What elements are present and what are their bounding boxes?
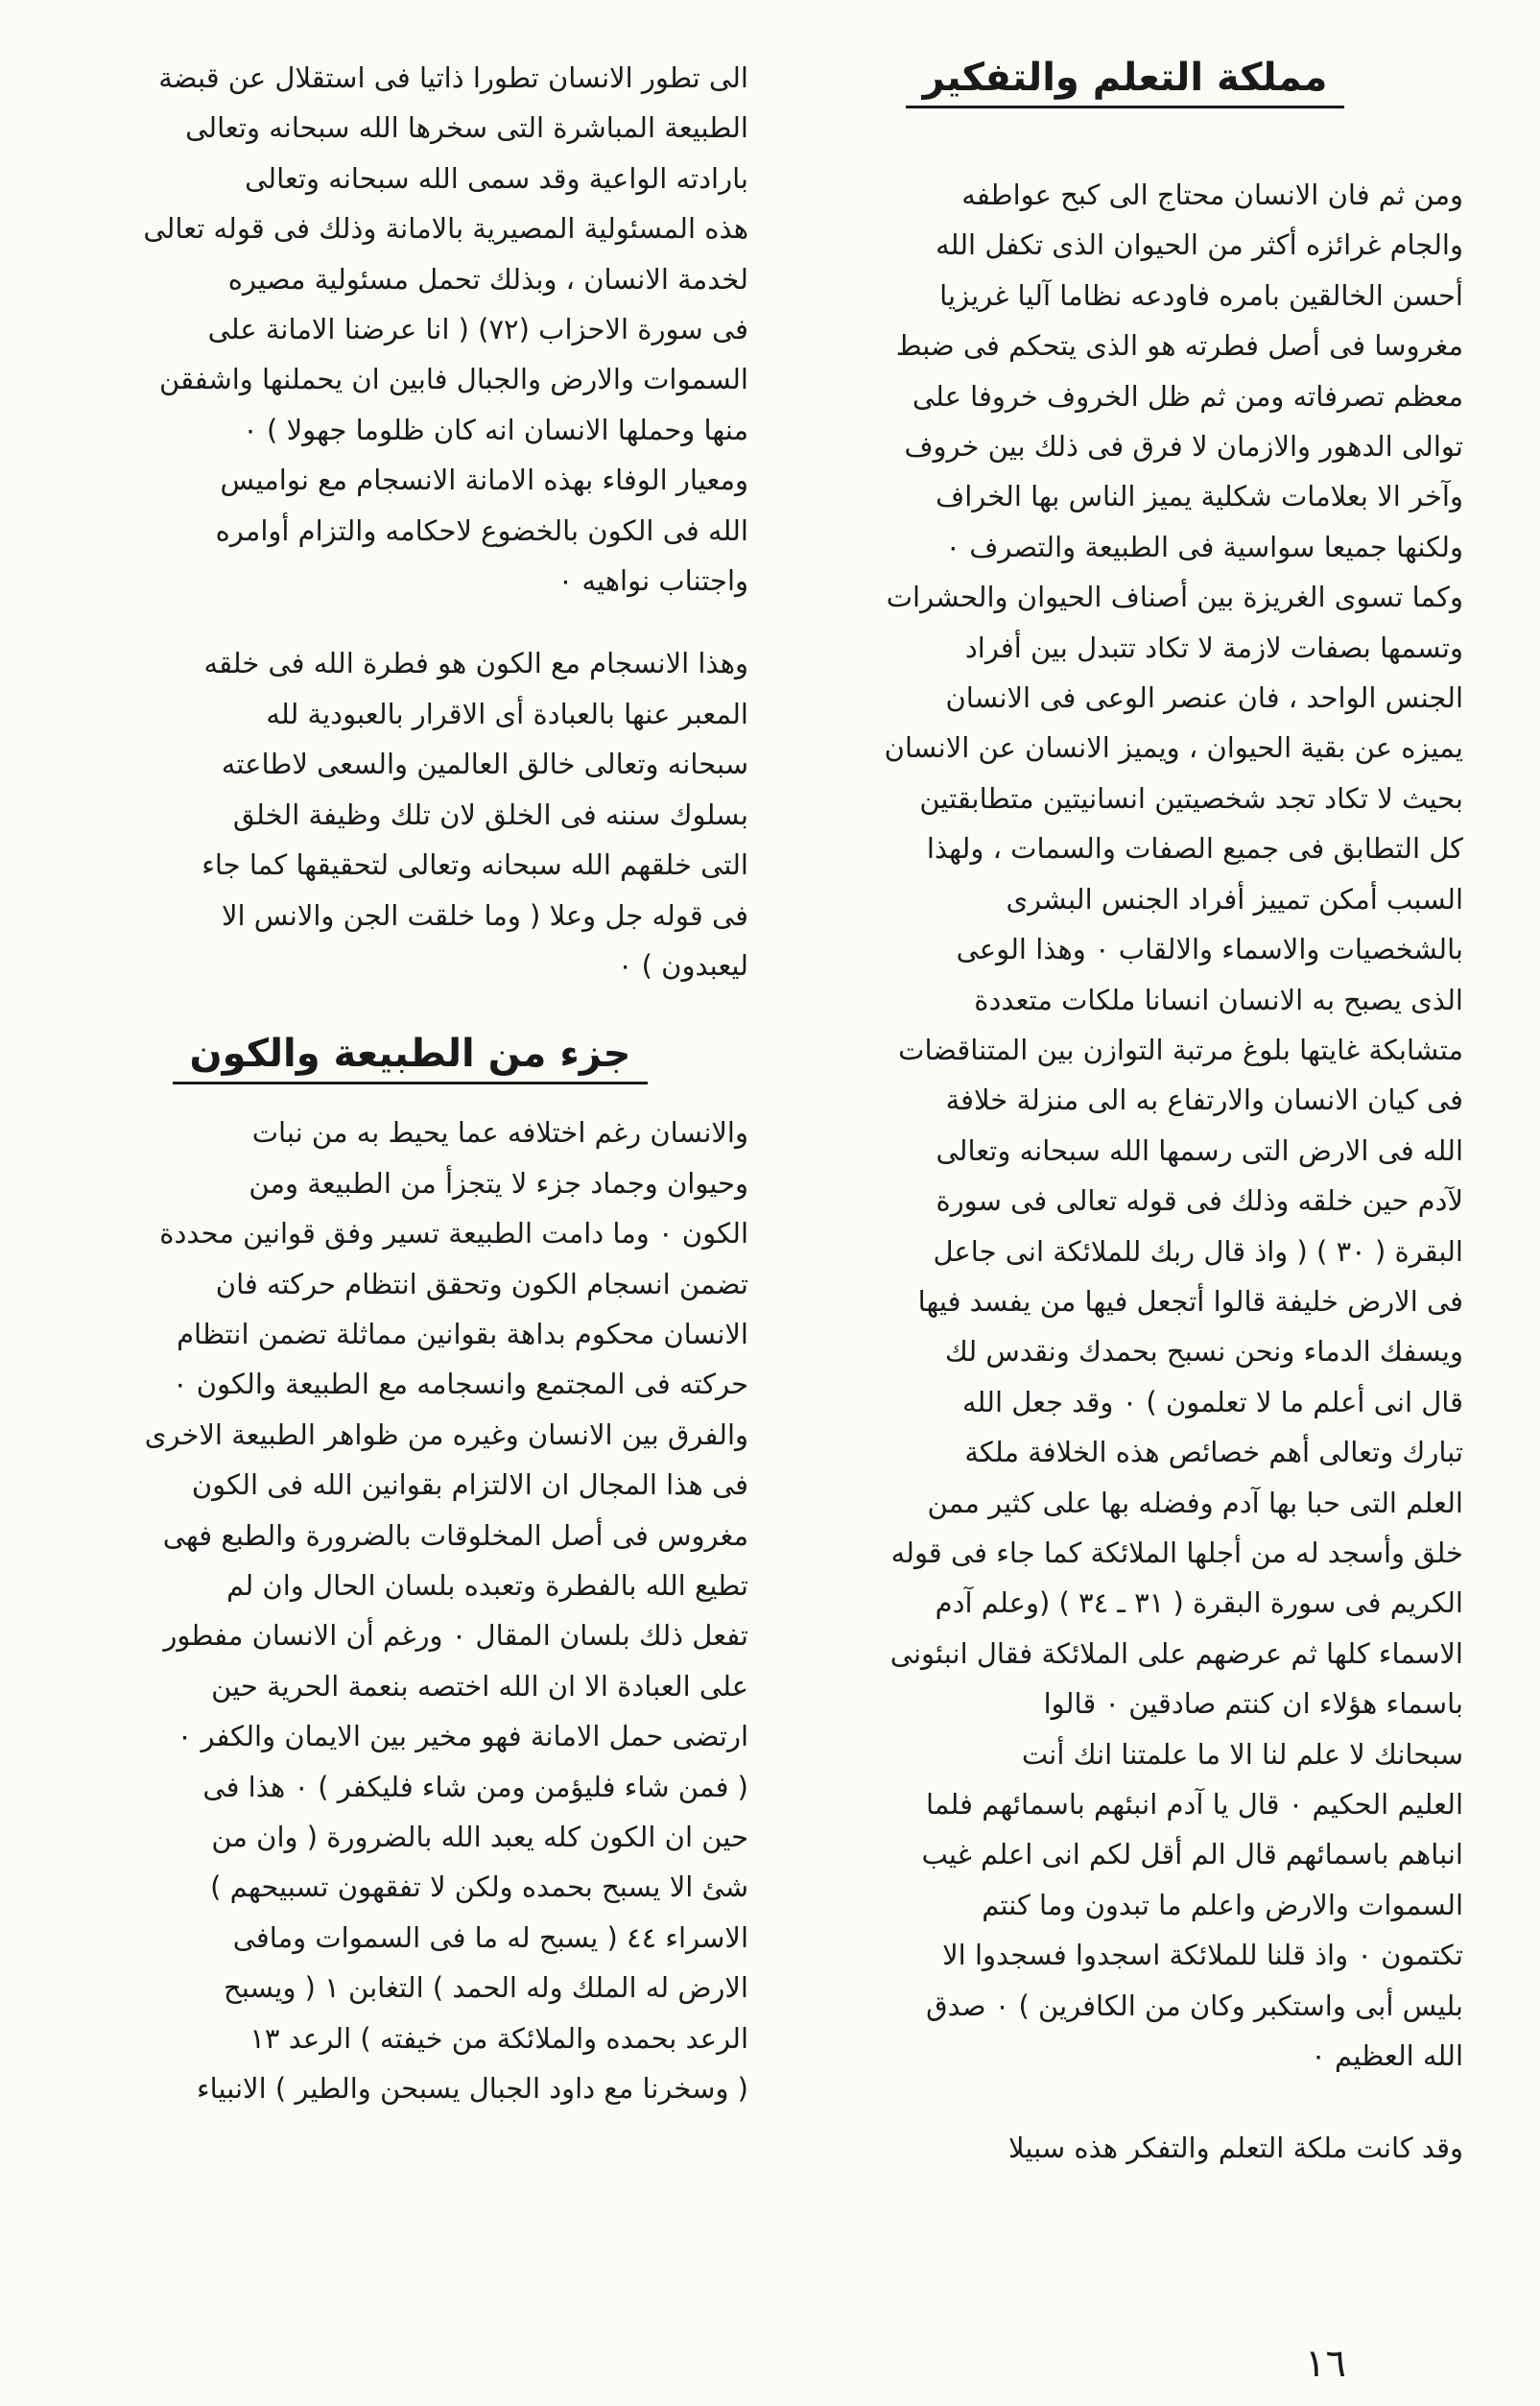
text-line: والانسان رغم اختلافه عما يحيط به من نبات [251, 1116, 748, 1150]
text-line: الكون ٠ وما دامت الطبيعة تسير وفق قوانين محددة [159, 1217, 748, 1251]
text-line: ليعبدون ) ٠ [617, 948, 748, 982]
text-line: المعبر عنها بالعبادة أى الاقرار بالعبودية لله [266, 697, 748, 730]
text-line: وكما تسوى الغريزة بين أصناف الحيوان والحشرات [886, 581, 1463, 614]
text-line: الاسراء ٤٤ ( يسبح له ما فى السموات ومافى [232, 1920, 748, 1954]
paragraph [72, 53, 748, 606]
text-line: ولكنها جميعا سواسية فى الطبيعة والتصرف ٠ [945, 530, 1463, 563]
text-line: فى سورة الاحزاب (٧٢) ( انا عرضنا الامانة على [207, 313, 748, 346]
text-line: حين ان الكون كله يعبد الله بالضرورة ( وان من [211, 1821, 748, 1853]
text-line: تفعل ذلك بلسان المقال ٠ ورغم أن الانسان مفطور [163, 1619, 748, 1653]
text-line: لخدمة الانسان ، وبذلك تحمل مسئولية مصيره [227, 262, 748, 296]
text-line: بالشخصيات والاسماء والالقاب ٠ وهذا الوعى [956, 933, 1463, 966]
text-line: الاسماء كلها ثم عرضهم على الملائكة فقال انبئونى [889, 1636, 1463, 1670]
text-line: هذه المسئولية المصيرية بالامانة وذلك فى قوله تعالى [143, 212, 748, 246]
text-line: لآدم حين خلقه وذلك فى قوله تعالى فى سورة [936, 1184, 1463, 1218]
paragraph [787, 170, 1463, 2081]
text-line: أحسن الخالقين بامره فاودعه نظاما آليا غريزيا [939, 278, 1463, 312]
section-heading-learning-thinking [787, 53, 1463, 103]
text-line: السبب أمكن تمييز أفراد الجنس البشرى [1006, 882, 1463, 916]
left-column [72, 53, 748, 2113]
text-line: ومعيار الوفاء بهذه الامانة الانسجام مع نواميس [220, 464, 748, 497]
text-line: التى خلقهم الله سبحانه وتعالى لتحقيقها كما جاء [201, 848, 748, 882]
text-line: الله فى الارض التى رسمها الله سبحانه وتعالى [936, 1133, 1463, 1167]
text-line: توالى الدهور والازمان لا فرق فى ذلك بين خروف [904, 430, 1463, 464]
paragraph [787, 2123, 1463, 2173]
text-line: وآخر الا بعلامات شكلية يميز الناس بها الخراف [936, 480, 1463, 513]
text-line: البقرة ( ٣٠ ) ( واذ قال ربك للملائكة انى جاعل [933, 1234, 1463, 1268]
right-column [787, 53, 1463, 2174]
text-line: متشابكة غايتها بلوغ مرتبة التوازن بين المتناقضات [898, 1033, 1463, 1066]
text-line: الله العظيم ٠ [1311, 2039, 1463, 2073]
section-heading-nature-universe [72, 1029, 748, 1079]
text-line: سبحانك لا علم لنا الا ما علمتنا انك أنت [1021, 1737, 1463, 1771]
text-line: تبارك وتعالى أهم خصائص هذه الخلافة ملكة [964, 1436, 1463, 1469]
section-heading-text: جزء من الطبيعة والكون [173, 1032, 649, 1084]
text-line: الرعد بحمده والملائكة من خيفته ) الرعد ١٣ [249, 2021, 748, 2055]
section-heading-text: مملكة التعلم والتفكير [906, 56, 1345, 108]
text-line: فى كيان الانسان والارتفاع به الى منزلة خلافة [945, 1084, 1463, 1117]
text-line: انباهم باسمائهم قال الم أقل لكم انى اعلم غيب [921, 1838, 1463, 1871]
text-line: الى تطور الانسان تطورا ذاتيا فى استقلال عن قبضة [158, 61, 748, 94]
text-line: الكريم فى سورة البقرة ( ٣١ ـ ٣٤ ) (وعلم آدم [935, 1586, 1463, 1620]
text-line: الانسان محكوم بداهة بقوانين مماثلة تضمن انتظام [177, 1317, 748, 1350]
text-line: بليس أبى واستكبر وكان من الكافرين ) ٠ صدق [926, 1989, 1463, 2022]
text-line: والفرق بين الانسان وغيره من ظواهر الطبيعة الاخرى [144, 1417, 748, 1451]
text-line: وقد كانت ملكة التعلم والتفكر هذه سبيلا [1008, 2132, 1463, 2165]
text-line: فى هذا المجال ان الالتزام بقوانين الله فى الكون [191, 1468, 748, 1502]
text-line: فى قوله جل وعلا ( وما خلقت الجن والانس الا [221, 898, 748, 932]
text-line: ومن ثم فان الانسان محتاج الى كبح عواطفه [961, 179, 1463, 211]
text-line: الطبيعة المباشرة التى سخرها الله سبحانه وتعالى [185, 111, 748, 145]
text-line: وتسمها بصفات لازمة لا تكاد تتبدل بين أفراد [964, 631, 1463, 664]
text-line: الارض له الملك وله الحمد ) التغابن ١ ( ويسبح [224, 1971, 748, 2005]
text-line: منها وحملها الانسان انه كان ظلوما جهولا ) ٠ [243, 413, 748, 446]
text-line: فى الارض خليفة قالوا أتجعل فيها من يفسد فيها [917, 1284, 1463, 1318]
text-line: العلم التى حبا بها آدم وفضله بها على كثير ممن [927, 1486, 1463, 1519]
paragraph [72, 1108, 748, 2113]
text-line: خلق وأسجد له من أجلها الملائكة كما جاء فى قوله [890, 1536, 1463, 1569]
text-line: تضمن انسجام الكون وتحقق انتظام حركته فان [215, 1267, 748, 1300]
text-line: بارادته الواعية وقد سمى الله سبحانه وتعالى [245, 161, 748, 195]
text-line: حركته فى المجتمع وانسجامه مع الطبيعة والكون ٠ [172, 1368, 748, 1401]
text-line: ارتضى حمل الامانة فهو مخير بين الايمان والكفر ٠ [177, 1720, 748, 1753]
text-line: معظم تصرفاته ومن ثم ظل الخروف خروفا على [912, 379, 1463, 413]
text-line: مغروس فى أصل المخلوقات بالضرورة والطبع فهى [162, 1518, 748, 1552]
text-line: وحيوان وجماد جزء لا يتجزأ من الطبيعة ومن [249, 1166, 748, 1200]
text-line: بسلوك سننه فى الخلق لان تلك وظيفة الخلق [232, 798, 748, 831]
text-line: يميزه عن بقية الحيوان ، ويميز الانسان عن الانسان [884, 731, 1463, 765]
text-line: شئ الا يسبح بحمده ولكن لا تفقهون تسبيحهم ) [210, 1870, 748, 1904]
text-line: بحيث لا تكاد تجد شخصيتين انسانيتين متطابقتين [919, 781, 1463, 815]
text-line: الذى يصبح به الانسان انسانا ملكات متعددة [974, 983, 1463, 1016]
text-line: الجنس الواحد ، فان عنصر الوعى فى الانسان [945, 681, 1463, 715]
text-line: كل التطابق فى جميع الصفات والسمات ، ولهذا [926, 832, 1463, 866]
text-line: سبحانه وتعالى خالق العالمين والسعى لاطاعته [221, 748, 748, 781]
text-line: واجتناب نواهيه ٠ [557, 564, 748, 598]
paragraph [72, 638, 748, 990]
text-line: والجام غرائزه أكثر من الحيوان الذى تكفل الله [936, 228, 1463, 262]
text-line: الله فى الكون بالخضوع لاحكامه والتزام أوامره [215, 513, 748, 547]
text-line: تطيع الله بالفطرة وتعبده بلسان الحال وان لم [226, 1568, 748, 1602]
text-line: السموات والارض واعلم ما تبدون وما كنتم [982, 1888, 1463, 1921]
text-line: ( فمن شاء فليؤمن ومن شاء فليكفر ) ٠ هذا فى [202, 1770, 748, 1803]
text-line: تكتمون ٠ واذ قلنا للملائكة اسجدوا فسجدوا الا [942, 1939, 1463, 1972]
page-number: ١٦ [1305, 2342, 1346, 2386]
text-line: قال انى أعلم ما لا تعلمون ) ٠ وقد جعل الله [961, 1385, 1463, 1418]
text-line: العليم الحكيم ٠ قال يا آدم انبئهم باسمائهم فلما [925, 1788, 1463, 1821]
text-line: السموات والارض والجبال فابين ان يحملنها واشفقن [159, 363, 748, 396]
text-line: باسماء هؤلاء ان كنتم صادقين ٠ قالوا [1043, 1687, 1463, 1721]
text-line: ويسفك الدماء ونحن نسبح بحمدك ونقدس لك [944, 1335, 1463, 1369]
text-line: على العبادة الا ان الله اختصه بنعمة الحرية حين [211, 1669, 748, 1703]
text-line: وهذا الانسجام مع الكون هو فطرة الله فى خلقه [203, 647, 748, 680]
text-line: ( وسخرنا مع داود الجبال يسبحن والطير ) الانبياء [196, 2072, 748, 2106]
text-line: مغروسا فى أصل فطرته هو الذى يتحكم فى ضبط [895, 329, 1463, 363]
